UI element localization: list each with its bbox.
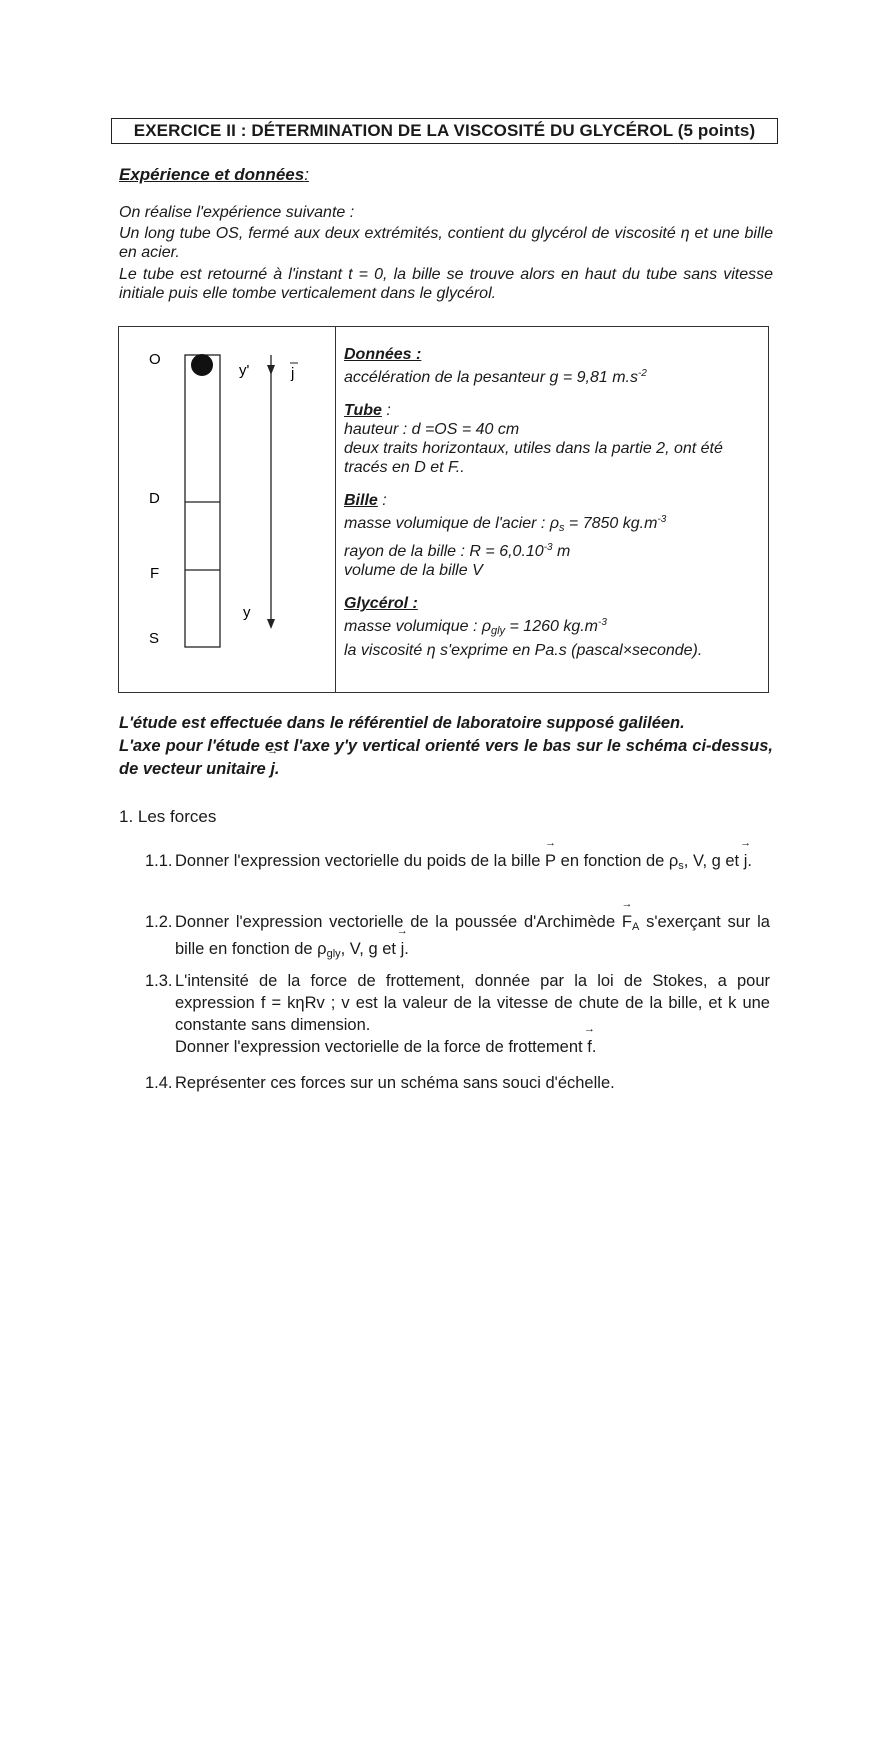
label-o: O bbox=[149, 351, 161, 368]
intro-p3: Le tube est retourné à l'instant t = 0, la bille se trouve alors en haut du tube sans vitesse initiale puis elle tombe verticalement dans le glycérol. bbox=[119, 266, 773, 302]
question-1-4: 1.4. Représenter ces forces sur un schéma sans souci d'échelle. bbox=[145, 1074, 615, 1092]
part-title: 1. Les forces bbox=[119, 807, 217, 826]
study-statement: L'étude est effectuée dans le référentiel de laboratoire supposé galiléen. L'axe pour l'étude est l'axe y'y vertical orienté vers le bas sur le schéma ci-dessus, de vecteur unitaire → j. bbox=[119, 712, 773, 781]
donnees-heading: Données : bbox=[344, 346, 422, 363]
data-box bbox=[118, 326, 769, 693]
box-divider bbox=[335, 327, 336, 692]
label-j: j bbox=[291, 365, 295, 382]
tube-diagram bbox=[119, 327, 335, 694]
data-text: Données : accélération de la pesanteur g = 9,81 $m.s^{-2}$ Tube : hauteur : d =OS = 40 cm deux traits horizontaux, utiles dans la partie 2, ont été tracés en D et F.. Bille : masse volumique de l'acier : $\rho_s = 7850$ $kg.m^{-3}$ rayon de la bille : $R = 6,0.10^{-3}$ m volume de la bille V Glycérol : masse volumique : $\rho_{gly} = 1260$ $kg.m^{-3}$ la viscosité η s'exprime en Pa.s (pascal×seconde). bbox=[344, 346, 723, 659]
question-1-1: 1.1. Donner l'expression vectorielle du poids de la bille → P en fonction de $\rho_s$, V, g et → j. bbox=[145, 850, 770, 877]
j-arrow-head bbox=[267, 365, 275, 375]
section-heading: Expérience et données: bbox=[119, 165, 309, 184]
label-y: y bbox=[243, 604, 251, 621]
label-f: F bbox=[150, 565, 160, 582]
steel-ball bbox=[191, 354, 213, 376]
tube-heading: Tube bbox=[344, 402, 382, 419]
question-1-3: 1.3. L'intensité de la force de frottement, donnée par la loi de Stokes, a pour expression f = kηRv ; v est la valeur de la vitesse de chute de la bille, et k une constante sans dimension. Donner l'expression vectorielle de la force de frottement → f. bbox=[145, 970, 770, 1058]
axis-arrow-head bbox=[267, 619, 275, 629]
intro-p1: On réalise l'expérience suivante : bbox=[119, 204, 355, 221]
exercise-title: EXERCICE II : DÉTERMINATION DE LA VISCOSITÉ DU GLYCÉROL (5 points) bbox=[111, 118, 778, 144]
glycerol-heading: Glycérol : bbox=[344, 595, 418, 612]
intro-p2: Un long tube OS, fermé aux deux extrémités, contient du glycérol de viscosité η et une bille en acier. bbox=[119, 225, 773, 261]
bille-heading: Bille bbox=[344, 492, 378, 509]
question-1-2: 1.2. Donner l'expression vectorielle de la poussée d'Archimède → $F_A$ s'exerçant sur la bille en fonction de $\rho_{gly}$, V, g et → j. bbox=[145, 911, 770, 965]
label-y-prime: y' bbox=[239, 362, 250, 379]
label-s: S bbox=[149, 630, 160, 647]
tube bbox=[185, 355, 220, 647]
label-d: D bbox=[149, 490, 160, 507]
